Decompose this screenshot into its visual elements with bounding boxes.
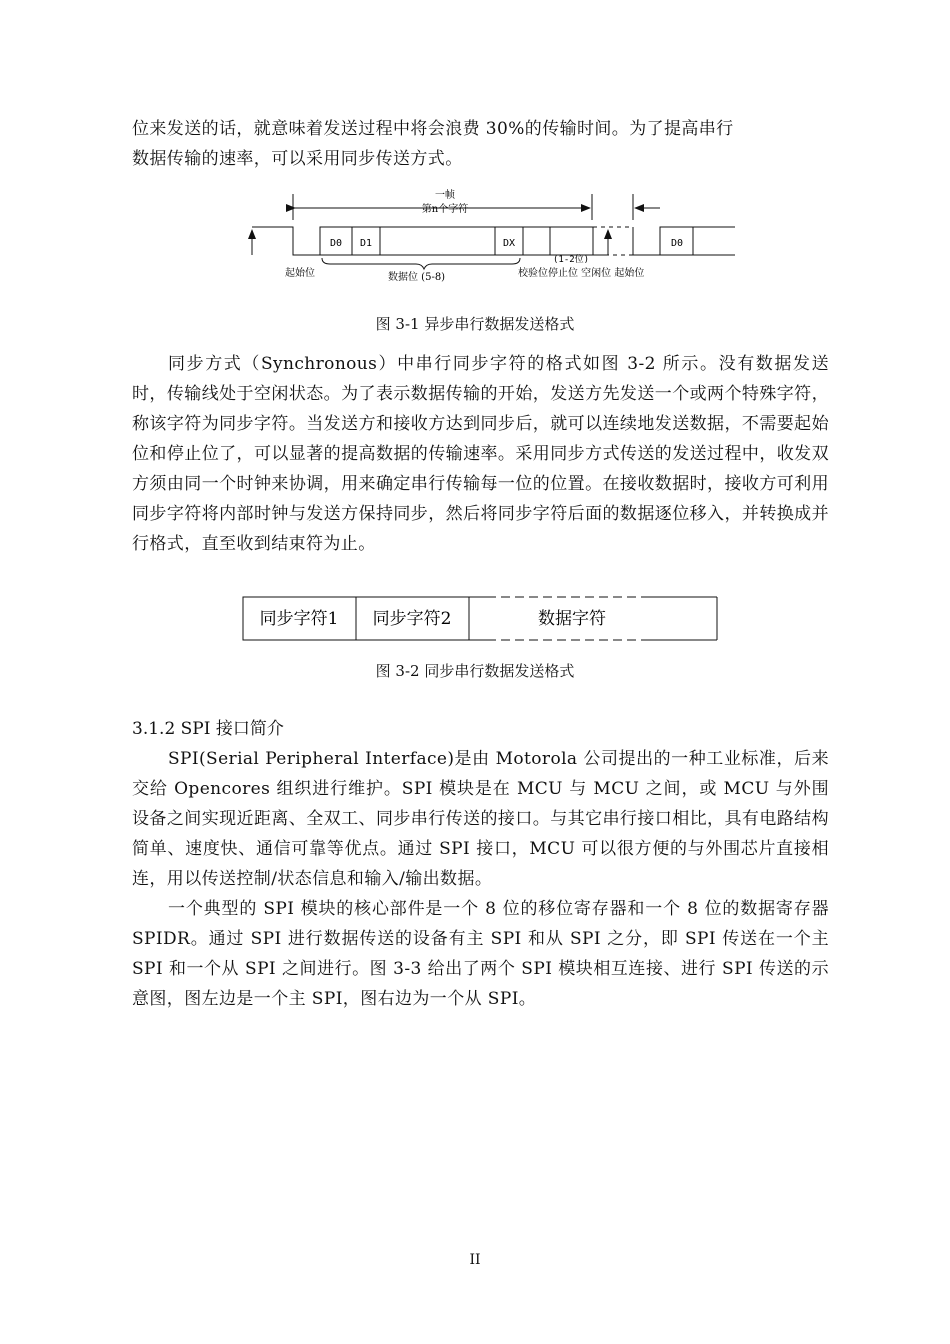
stop-bits-label: (1-2位) [553, 255, 590, 265]
sync-char-2: 同步字符2 [372, 609, 452, 629]
figure-1-caption: 图 3-1 异步串行数据发送格式 [375, 315, 575, 333]
paragraph-spi-module: 一个典型的 SPI 模块的核心部件是一个 8 位的移位寄存器和一个 8 位的数据寄存器 SPIDR。通过 SPI 进行数据传送的设备有主 SPI 和从 SPI 之分，即 SPI 传送在一个主 SPI 和一个从 SPI 之间进行。图 3-3 给出了两个 SPI 模块相互连接、进行 SPI 传送的示意图，图左边是一个主 SPI，图右边为一个从 SPI。 [132, 899, 829, 1009]
figure-async-frame [240, 180, 740, 285]
data-bits-brace [322, 258, 520, 269]
check-stop-idle-start-label: 校验位停止位 空闲位 起始位 [518, 268, 645, 279]
data-bits-label: 数据位 (5-8) [388, 272, 446, 283]
bit-dx: DX [502, 238, 516, 249]
waveform [252, 227, 605, 255]
frame-title: 一帧 [435, 190, 455, 201]
frame-char-title: 第n个字符 [421, 204, 469, 215]
figure-2-caption: 图 3-2 同步串行数据发送格式 [375, 662, 575, 680]
data-chars: 数据字符 [538, 609, 606, 629]
bit-d0-next: D0 [670, 238, 684, 249]
paragraph-sync: 同步方式（Synchronous）中串行同步字符的格式如图 3-2 所示。没有数据发送时，传输线处于空闲状态。为了表示数据传输的开始，发送方先发送一个或两个特殊字符，称该字符为同步字符。当发送方和接收方达到同步后，就可以连续地发送数据，不需要起始位和停止位了，可以显著的提高数据的传输速率。采用同步方式传送的发送过程中，收发双方须由同一个时钟来协调，用来确定串行传输每一位的位置。在接收数据时，接收方可利用同步字符将内部时钟与发送方保持同步，然后将同步字符后面的数据逐位移入，并转换成并行格式，直至收到结束符为止。 [132, 354, 829, 554]
paragraph-spi-intro: SPI(Serial Peripheral Interface)是由 Motorola 公司提出的一种工业标准，后来交给 Opencores 组织进行维护。SPI 模块是在 MCU 与 MCU 之间，或 MCU 与外围设备之间实现近距离、全双工、同步串行传送的接口。与其它串行接口相比，具有电路结构简单、速度快、通信可靠等优点。通过 SPI 接口，MCU 可以很方便的与外围芯片直接相连，用以传送控制/状态信息和输入/输出数据。 [132, 749, 829, 889]
start-bit-label: 起始位 [285, 268, 315, 279]
bit-d0: D0 [329, 238, 343, 249]
section-heading: 3.1.2 SPI 接口简介 [132, 719, 284, 739]
page-number: II [469, 1252, 481, 1268]
intro-line-1: 位来发送的话，就意味着发送过程中将会浪费 30%的传输时间。为了提高串行 [132, 119, 734, 139]
waveform-next [633, 227, 735, 255]
figure-sync-frame [240, 594, 722, 644]
sync-char-1: 同步字符1 [259, 609, 339, 629]
intro-line-2: 数据传输的速率，可以采用同步传送方式。 [132, 149, 463, 169]
bit-d1: D1 [359, 238, 373, 249]
